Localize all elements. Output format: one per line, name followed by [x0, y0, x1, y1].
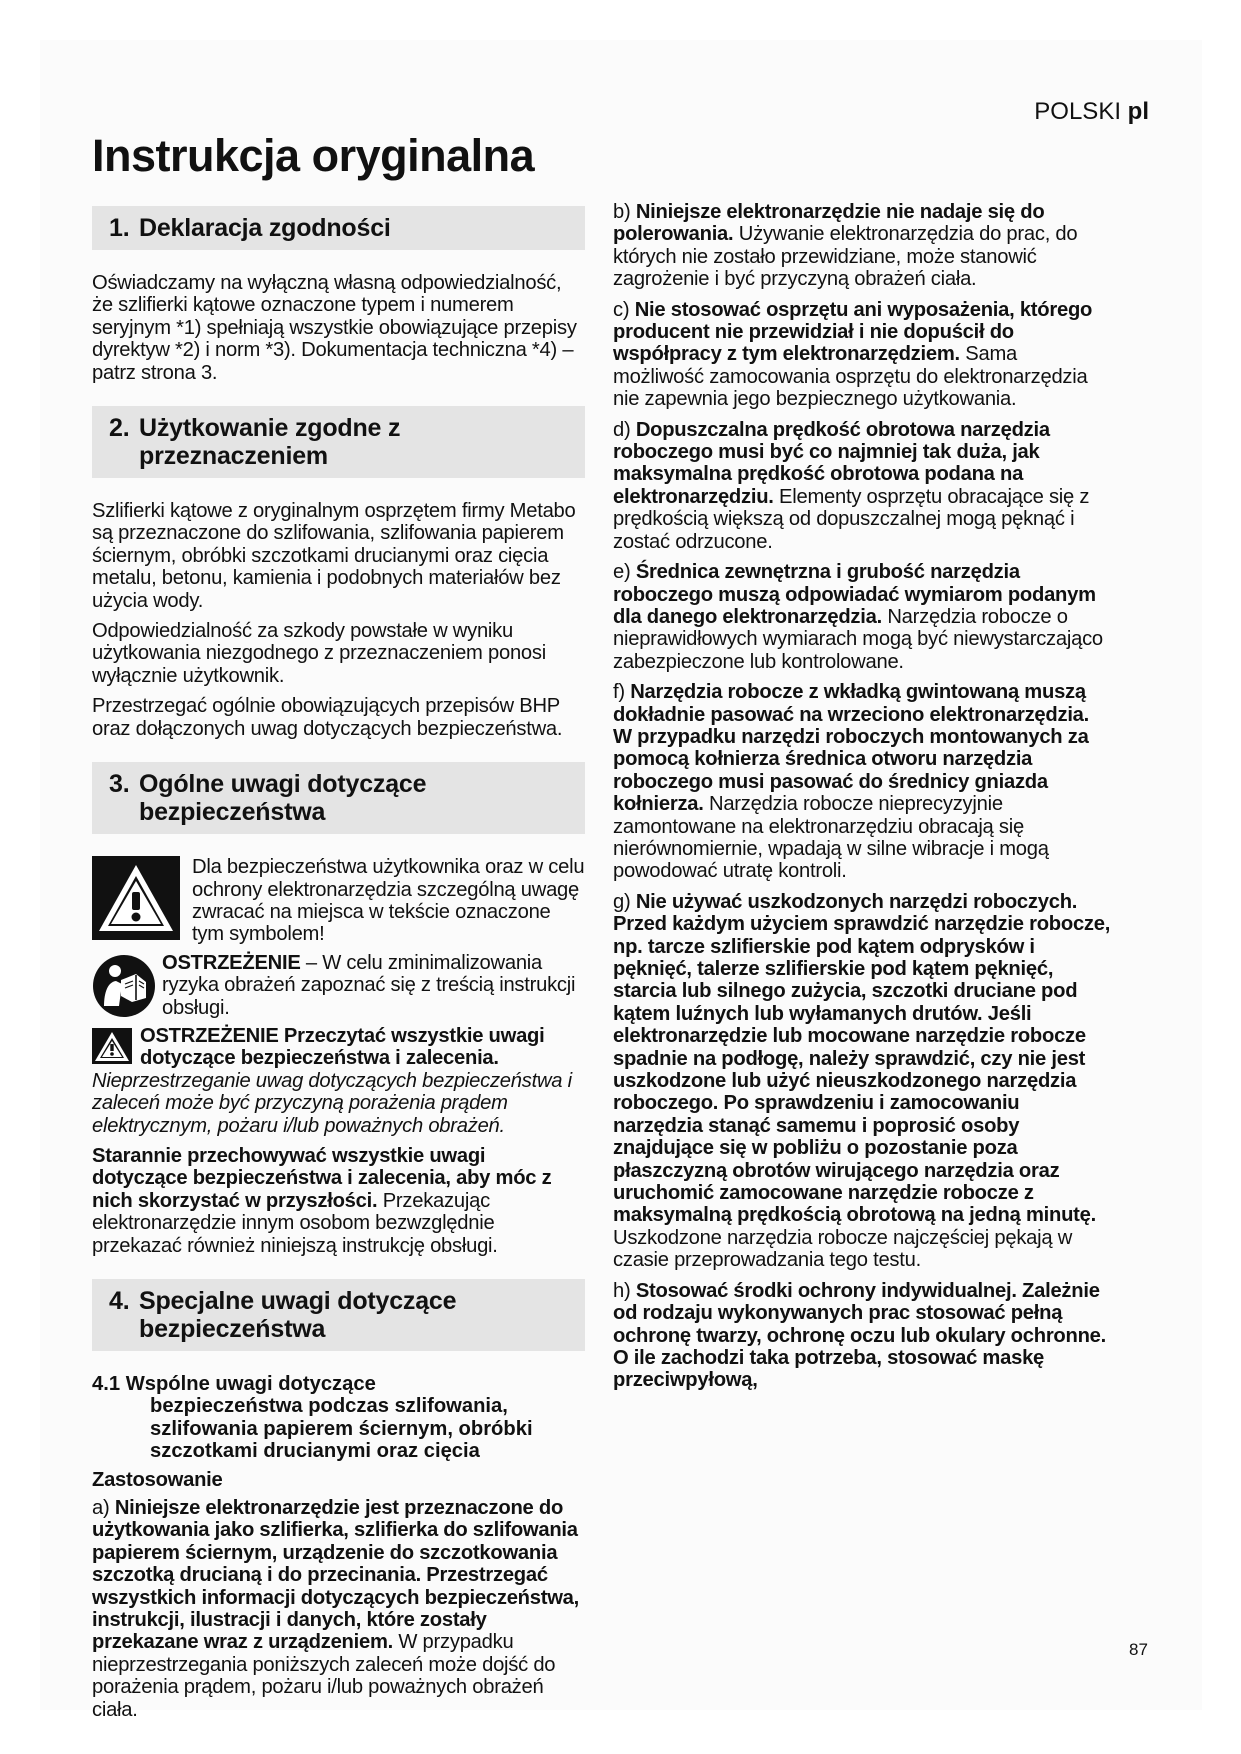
item-text: Używanie elektronarzędzia do prac, do których nie zostało przewidziane, może stanowić zagrożenie i być przyczyną obrażeń ciała. — [613, 223, 1078, 291]
application-label: Zastosowanie — [92, 1468, 223, 1491]
item-text: Narzędzia robocze nieprecyzyjnie zamontowane na elektronarzędziu obracają się nierównomiernie, wpadają w silne wibracje i mogą powodować utratę kontroli. — [613, 793, 1049, 883]
left-column — [92, 206, 585, 1721]
item-letter: h) — [613, 1279, 631, 1302]
item-bold: Średnica zewnętrzna i grubość narzędzia roboczego muszą odpowiadać wymiarom podanym dla danego elektronarzędzia. — [613, 561, 1096, 628]
keep-text: Przekazując elektronarzędzie innym osobom bezwzględnie przekazać również niniejszą instrukcję obsługi. — [92, 1189, 498, 1257]
item-bold: Nie stosować osprzętu ani wyposażenia, którego producent nie przewidział i nie dopuścił do współpracy z tym elektronarzędziem. — [613, 298, 1093, 366]
liability-paragraph: Odpowiedzialność za szkody powstałe w wyniku użytkowania niezgodnego z przeznaczeniem ponosi wyłącznie użytkownik. — [92, 620, 546, 687]
item-text: Elementy osprzętu obracające się z prędkością większą od dopuszczalnej mogą pęknąć i zostać odrzucone. — [613, 485, 1090, 553]
item-e-paragraph — [613, 561, 1113, 673]
item-a-text: W przypadku nieprzestrzegania poniższych zaleceń może dojść do porażenia prądem, pożaru i/lub poważnych obrażeń ciała. — [92, 1631, 556, 1721]
page-number: 87 — [1129, 1640, 1148, 1659]
item-bold: Dopuszczalna prędkość obrotowa narzędzia roboczego musi być co najmniej tak duża, jak maksymalna prędkość obrotowa podana na elektronarzędziu. — [613, 418, 1050, 508]
item-d-paragraph — [613, 419, 1113, 553]
item-a-paragraph — [92, 1497, 585, 1721]
intended-use-paragraph: Szlifierki kątowe z oryginalnym osprzętem firmy Metabo są przeznaczone do szlifowania, szlifowania papierem ściernym, obróbki szczotkami drucianymi oraz cięcia metalu, betonu, kamienia i podobnych materiałów bez użycia wody. — [92, 500, 576, 612]
item-letter: e) — [613, 561, 631, 584]
section-title: Deklaracja zgodności — [139, 214, 391, 242]
warning-text: – W celu zminimalizowania ryzyka obrażeń zapoznać się z treścią instrukcji obsługi. — [162, 951, 576, 1019]
section-1-heading — [92, 206, 585, 250]
item-letter: g) — [613, 890, 631, 913]
item-text: Uszkodzone narzędzia robocze najczęściej pękają w czasie przeprowadzania tego testu. — [613, 1226, 1073, 1272]
language-label: POLSKI — [1034, 98, 1121, 125]
item-h-paragraph — [613, 1280, 1113, 1392]
section-number: 2. — [109, 414, 130, 443]
item-letter: a) — [92, 1497, 110, 1520]
item-g-paragraph — [613, 891, 1113, 1272]
small-warning-triangle-icon — [92, 1028, 132, 1064]
item-b-paragraph — [613, 201, 1113, 291]
warning-triangle-icon — [92, 856, 180, 940]
warning-italic-text: Nieprzestrzeganie uwag dotyczących bezpieczeństwa i zaleceń może być przyczyną porażenia prądem elektrycznym, pożaru i/lub poważnych obrażeń. — [92, 1069, 572, 1137]
item-letter: f) — [613, 681, 625, 704]
section-title-continued: bezpieczeństwa — [139, 798, 326, 827]
subsection-number: 4.1 — [92, 1373, 121, 1395]
section-number: 3. — [109, 770, 130, 799]
item-text: Sama możliwość zamocowania osprzętu do elektronarzędzia nie zapewnia jego bezpiecznego użytkowania. — [613, 343, 1088, 411]
item-bold: Stosować środki ochrony indywidualnej. Zależnie od rodzaju wykonywanych prac stosować pełną ochronę twarzy, ochronę oczu lub okulary ochronne. O ile zachodzi taka potrzeba, stosować maskę przeciwpyłową, — [613, 1279, 1107, 1392]
right-column — [613, 201, 1113, 1400]
item-f-paragraph — [613, 681, 1113, 883]
section-title-continued: przeznaczeniem — [139, 442, 328, 471]
section-3-heading — [92, 762, 585, 834]
item-bold: Nie używać uszkodzonych narzędzi roboczych. Przed każdym użyciem sprawdzić narzędzie robocze, np. tarcze szlifierskie pod kątem odprysków i pęknięć, talerze szlifierskie pod kątem pęknięć, starcia lub silnego zużycia, szczotki druciane pod kątem luźnych lub wyłamanych drutów. Jeśli elektronarzędzie lub mocowane narzędzie robocze spadnie na podłogę, należy sprawdzić, czy nie jest uszkodzone lub użyć nieuszkodzonego narzędzia roboczego. Po sprawdzeniu i zamocowaniu narzędzia stanąć samemu i poprosić osoby znajdujące się w pobliżu o pozostanie poza płaszczyzną obrotów wirującego narzędzia oraz uruchomić zamocowane narzędzie robocze z maksymalną prędkością obrotową na jedną minutę. — [613, 890, 1111, 1227]
section-number: 4. — [109, 1287, 130, 1315]
warning-label: OSTRZEŻENIE — [162, 951, 301, 974]
symbol-note-text: Dla bezpieczeństwa użytkownika oraz w celu ochrony elektronarzędzia szczególną uwagę zwracać na miejsca w tekście oznaczone tym symbolem! — [192, 856, 585, 946]
declaration-paragraph: Oświadczamy na wyłączną własną odpowiedzialność, że szlifierki kątowe oznaczone typem i numerem seryjnym *1) spełniają wszystkie obowiązujące przepisy dyrektyw *2) i norm *3). Dokumentacja techniczna *4) – patrz strona 3. — [92, 272, 577, 384]
section-title-continued: bezpieczeństwa — [139, 1315, 326, 1343]
item-letter: d) — [613, 418, 631, 441]
keep-bold-text: Starannie przechowywać wszystkie uwagi dotyczące bezpieczeństwa i zalecenia, aby móc z nich skorzystać w przyszłości. — [92, 1144, 552, 1212]
section-title: Ogólne uwagi dotyczące — [139, 770, 427, 799]
section-2-heading — [92, 406, 585, 478]
item-text: Narzędzia robocze o nieprawidłowych wymiarach mogą być niewystarczająco zabezpieczone lub kontrolowane. — [613, 605, 1103, 673]
section-title: Specjalne uwagi dotyczące — [139, 1287, 457, 1315]
read-manual-warning-row — [92, 952, 585, 1019]
keep-instructions-paragraph — [92, 1145, 585, 1257]
subsection-4-1-heading — [92, 1373, 585, 1463]
document-title: Instrukcja oryginalna — [92, 130, 535, 181]
item-bold: Narzędzia robocze z wkładką gwintowaną muszą dokładnie pasować na wrzeciono elektronarzędzia. W przypadku narzędzi roboczych montowanych za pomocą kołnierza średnica otworu narzędzia roboczego musi pasować do średnicy gniazda kołnierza. — [613, 681, 1090, 816]
section-number: 1. — [109, 214, 130, 242]
item-letter: c) — [613, 298, 630, 321]
language-header — [1034, 98, 1149, 126]
item-c-paragraph — [613, 299, 1113, 411]
subsection-title-continued: bezpieczeństwa podczas szlifowania, szlifowania papierem ściernym, obróbki szczotkami drucianymi oraz cięcia — [150, 1395, 533, 1463]
general-warning-paragraph — [92, 1025, 585, 1137]
warning-bold-text: OSTRZEŻENIE Przeczytać wszystkie uwagi dotyczące bezpieczeństwa i zalecenia. — [140, 1024, 545, 1070]
language-code: pl — [1127, 98, 1149, 125]
symbol-note-row — [92, 856, 585, 946]
section-4-heading — [92, 1279, 585, 1351]
read-manual-icon — [92, 954, 156, 1018]
read-manual-warning — [162, 952, 585, 1019]
bhp-paragraph: Przestrzegać ogólnie obowiązujących przepisów BHP oraz dołączonych uwag dotyczących bezpieczeństwa. — [92, 695, 563, 740]
item-letter: b) — [613, 201, 631, 223]
item-a-bold: Niniejsze elektronarzędzie jest przeznaczone do użytkowania jako szlifierka, szlifierka do szlifowania papierem ściernym, urządzenie do szczotkowania szczotką drucianą i do przecinania. Przestrzegać wszystkich informacji dotyczących bezpieczeństwa, instrukcji, ilustracji i danych, które zostały przekazane wraz z urządzeniem. — [92, 1497, 580, 1654]
section-title: Użytkowanie zgodne z — [139, 414, 401, 443]
item-bold: Niniejsze elektronarzędzie nie nadaje się do polerowania. — [613, 201, 1045, 246]
subsection-title: Wspólne uwagi dotyczące — [125, 1373, 376, 1395]
